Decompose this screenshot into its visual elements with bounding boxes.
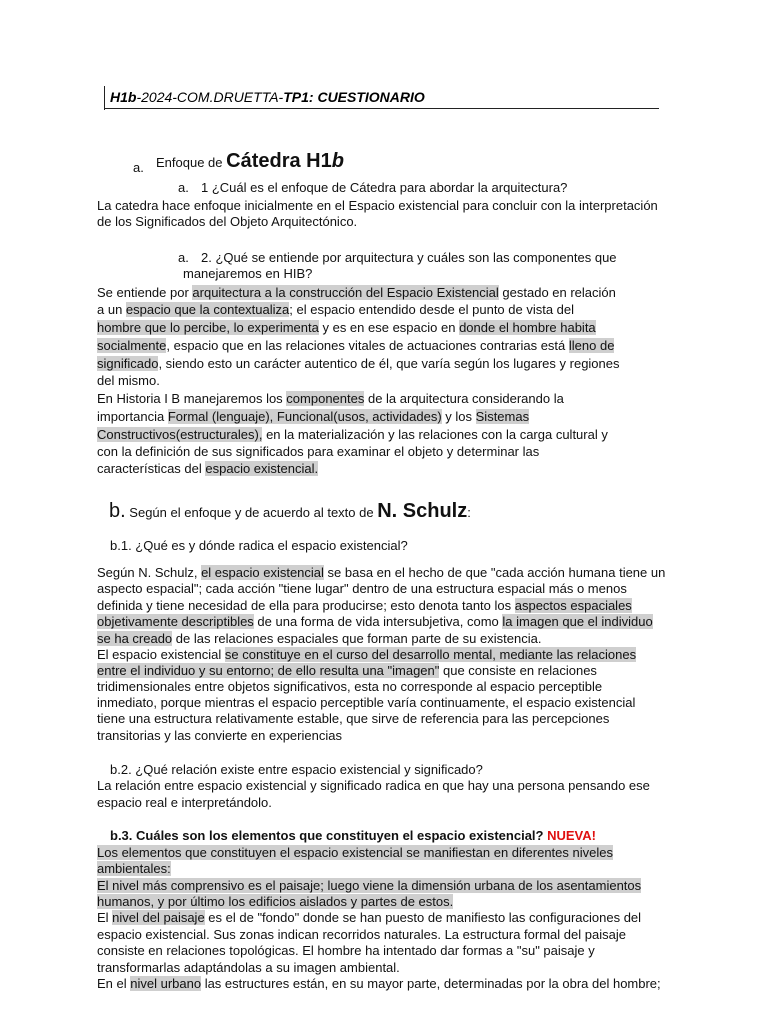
highlight: significado	[97, 356, 159, 371]
b1-line: inmediato, porque mientras el espacio perceptible varía continuamente, el espacio existencial	[97, 695, 636, 710]
title-part-course: -2024-COM.DRUETTA-	[136, 89, 284, 105]
a1-line: La catedra hace enfoque inicialmente en el Espacio existencial para concluir con la interpretación	[97, 198, 658, 213]
highlight: humanos, y por último los edificios aislados y partes de estos.	[97, 894, 454, 909]
a2-line: a un espacio que la contextualiza; el espacio entendido desde el punto de vista del	[97, 302, 575, 317]
q1-marker: a.	[178, 180, 189, 195]
title-part-h1b: H1b	[110, 89, 137, 105]
a2-line: hombre que lo percibe, lo experimenta y es en ese espacio en donde el hombre habita	[97, 320, 596, 335]
highlight: El nivel más comprensivo es el paisaje; luego viene la dimensión urbana de los asentamientos	[97, 878, 642, 893]
highlight: ambientales:	[97, 861, 171, 876]
a2-line: significado, siendo esto un carácter autentico de él, que varía según los lugares y regiones	[97, 356, 620, 371]
q2-text-line2: manejaremos en HIB?	[183, 266, 313, 281]
section-b-intro: Según el enfoque y de acuerdo al texto de	[125, 505, 378, 520]
highlight: la imagen que el individuo	[502, 614, 653, 629]
highlight: objetivamente descriptibles	[97, 614, 254, 629]
b3-line: El nivel del paisaje es el de "fondo" donde se han puesto de manifiesto las configuraciones del	[97, 910, 642, 925]
a2-line: características del espacio existencial.	[97, 461, 319, 476]
highlight: componentes	[286, 391, 365, 406]
b3-question-text: b.3. Cuáles son los elementos que constituyen el espacio existencial?	[110, 828, 548, 843]
header-rule	[105, 108, 659, 109]
b2-line: espacio real e interpretándolo.	[97, 795, 272, 810]
b1-line: El espacio existencial se constituye en el curso del desarrollo mental, mediante las relaciones	[97, 647, 637, 662]
a2-line: importancia Formal (lenguaje), Funcional(usos, actividades) y los Sistemas	[97, 409, 530, 424]
b1-line: Según N. Schulz, el espacio existencial se basa en el hecho de que "cada acción humana tiene un	[97, 565, 666, 580]
section-b-marker: b.	[109, 500, 126, 522]
highlight: espacio existencial.	[205, 461, 319, 476]
highlight: se constituye en el curso del desarrollo mental, mediante las relaciones	[224, 647, 637, 662]
highlight: aspectos espaciales	[514, 598, 632, 613]
b1-line: transitorias y las convierte en experiencias	[97, 728, 342, 743]
b3-line	[97, 845, 613, 861]
highlight: arquitectura a la construcción del Espacio Existencial	[192, 285, 499, 300]
highlight: se ha creado	[97, 631, 173, 646]
section-a-title: Cátedra H1	[226, 150, 332, 172]
a2-line: con la definición de sus significados para examinar el objeto y determinar las	[97, 444, 540, 459]
b3-line: En el nivel urbano las estructures están, en su mayor parte, determinadas por la obra del hombre;	[97, 976, 661, 991]
a1-line: de los Significados del Objeto Arquitectónico.	[97, 214, 358, 229]
b1-line: aspecto espacial"; cada acción "tiene lugar" dentro de una estructura espacial más o menos	[97, 581, 627, 596]
b3-line: espacio existencial. Sus zonas indican recorridos naturales. La estructura formal del paisaje	[97, 927, 626, 942]
section-a-intro: Enfoque de	[156, 155, 227, 170]
highlight: nivel del paisaje	[112, 910, 205, 925]
highlight: donde el hombre habita	[459, 320, 596, 335]
section-b-heading: b. Según el enfoque y de acuerdo al texto de N. Schulz:	[109, 500, 471, 522]
highlight: el espacio existencial	[201, 565, 324, 580]
a2-line: Constructivos(estructurales), en la materialización y las relaciones con la carga cultural y	[97, 427, 608, 442]
highlight: entre el individuo y su entorno; de ello resulta una "imagen"	[97, 663, 440, 678]
b3-line	[97, 894, 453, 910]
title-part-tp: TP1:	[283, 89, 314, 105]
q2-text-line1: 2. ¿Qué se entiende por arquitectura y cuáles son las componentes que	[201, 250, 617, 265]
q1-text: 1 ¿Cuál es el enfoque de Cátedra para abordar la arquitectura?	[201, 180, 568, 195]
highlight: socialmente	[97, 338, 167, 353]
q2-marker: a.	[178, 250, 189, 265]
a2-line: del mismo.	[97, 373, 160, 388]
b3-line: consiste en relaciones topológicas. El hombre ha intentado dar formas a "su" paisaje y	[97, 943, 595, 958]
b3-question	[110, 828, 596, 843]
highlight: Constructivos(estructurales),	[97, 427, 263, 442]
b3-line	[97, 861, 171, 877]
highlight: Formal (lenguaje), Funcional(usos, actividades)	[167, 409, 442, 424]
b2-line: La relación entre espacio existencial y significado radica en que hay una persona pensando ese	[97, 778, 650, 793]
highlight: Sistemas	[475, 409, 530, 424]
b1-line: objetivamente descriptibles de una forma de vida intersubjetiva, como la imagen que el individuo	[97, 614, 653, 629]
b2-question: b.2. ¿Qué relación existe entre espacio existencial y significado?	[110, 762, 483, 777]
section-a-title-italic: b	[331, 150, 344, 172]
highlight: espacio que la contextualiza	[125, 302, 290, 317]
new-badge: NUEVA!	[547, 828, 596, 843]
highlight: lleno de	[568, 338, 615, 353]
title-part-cuestionario: CUESTIONARIO	[313, 89, 425, 105]
a2-line: En Historia I B manejaremos los componentes de la arquitectura considerando la	[97, 391, 564, 406]
b1-line: entre el individuo y su entorno; de ello resulta una "imagen" que consiste en relaciones	[97, 663, 597, 678]
header-rule-left	[104, 86, 105, 110]
b1-line: definida y tiene necesidad de ella para producirse; esto denota tanto los aspectos espaciales	[97, 598, 632, 613]
document-title	[110, 89, 425, 105]
section-a-heading	[156, 150, 344, 173]
b3-line	[97, 878, 641, 894]
b1-line: tiene una estructura relativamente estable, que sirve de referencia para las percepciones	[97, 711, 610, 726]
highlight: nivel urbano	[130, 976, 202, 991]
a2-line: socialmente, espacio que en las relaciones vitales de actuaciones contrarias está lleno de	[97, 338, 615, 353]
section-a-marker: a.	[133, 160, 144, 175]
highlight: Los elementos que constituyen el espacio existencial se manifiestan en diferentes niveles	[97, 845, 613, 860]
highlight: hombre que lo percibe, lo experimenta	[97, 320, 319, 335]
section-b-author: N. Schulz	[377, 500, 468, 522]
b1-line: se ha creado de las relaciones espaciales que forman parte de su existencia.	[97, 631, 542, 646]
b3-line: transformarlas adaptándolas a su imagen ambiental.	[97, 960, 400, 975]
b1-question: b.1. ¿Qué es y dónde radica el espacio existencial?	[110, 538, 408, 553]
b1-line: tridimensionales entre objetos significativos, esta no corresponde al espacio perceptible	[97, 679, 603, 694]
a2-line: Se entiende por arquitectura a la construcción del Espacio Existencial gestado en relación	[97, 285, 616, 300]
